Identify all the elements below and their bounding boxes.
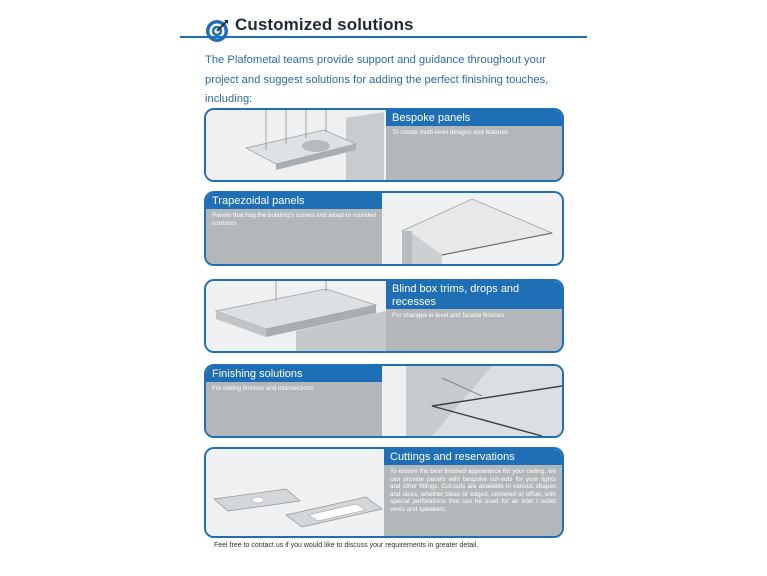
target-icon xyxy=(205,19,229,43)
bespoke-panel-illustration xyxy=(206,110,386,180)
panel-bespoke xyxy=(204,108,564,182)
header-divider xyxy=(180,36,587,38)
panel-title: Trapezoidal panels xyxy=(206,193,382,209)
page-title: Customized solutions xyxy=(235,15,414,34)
panel-description: For ceiling finishes and intersections xyxy=(206,382,382,436)
panel-cuttings xyxy=(204,447,564,538)
blind-box-illustration xyxy=(206,281,386,351)
panel-description: To ensure the best finished appearance for your ceiling, we can provide panels with bespoke cut-outs for your lights and other fittings. Cut-outs are available in various shapes and sizes, whether clean or edged, centered or offset, with special perforations that can be used for air inlet / outlet vents and speakers. xyxy=(384,465,562,536)
intro-text: The Plafometal teams provide support and guidance throughout your project and suggest solutions for adding the perfect finishing touches, including: xyxy=(205,54,549,105)
footer-note: Feel free to contact us if you would like to discuss your requirements in greater detail. xyxy=(214,542,479,549)
panel-description: Panels that hug the building's curves and adapt to rounded corridors xyxy=(206,209,382,264)
panel-title: Bespoke panels xyxy=(386,110,562,126)
finishing-solutions-illustration xyxy=(382,366,562,436)
panel-title: Finishing solutions xyxy=(206,366,382,382)
cut-out-panels-illustration xyxy=(206,449,384,536)
panel-description: For changes in level and facade finishes xyxy=(386,309,562,351)
panel-title: Blind box trims, drops and recesses xyxy=(386,281,562,309)
panel-title: Cuttings and reservations xyxy=(384,449,562,465)
panel-trapezoidal xyxy=(204,191,564,266)
trapezoidal-panel-illustration xyxy=(382,193,562,264)
panel-blind-box xyxy=(204,279,564,353)
panel-description: To create multi-level designs and features xyxy=(386,126,562,180)
panel-finishing xyxy=(204,364,564,438)
